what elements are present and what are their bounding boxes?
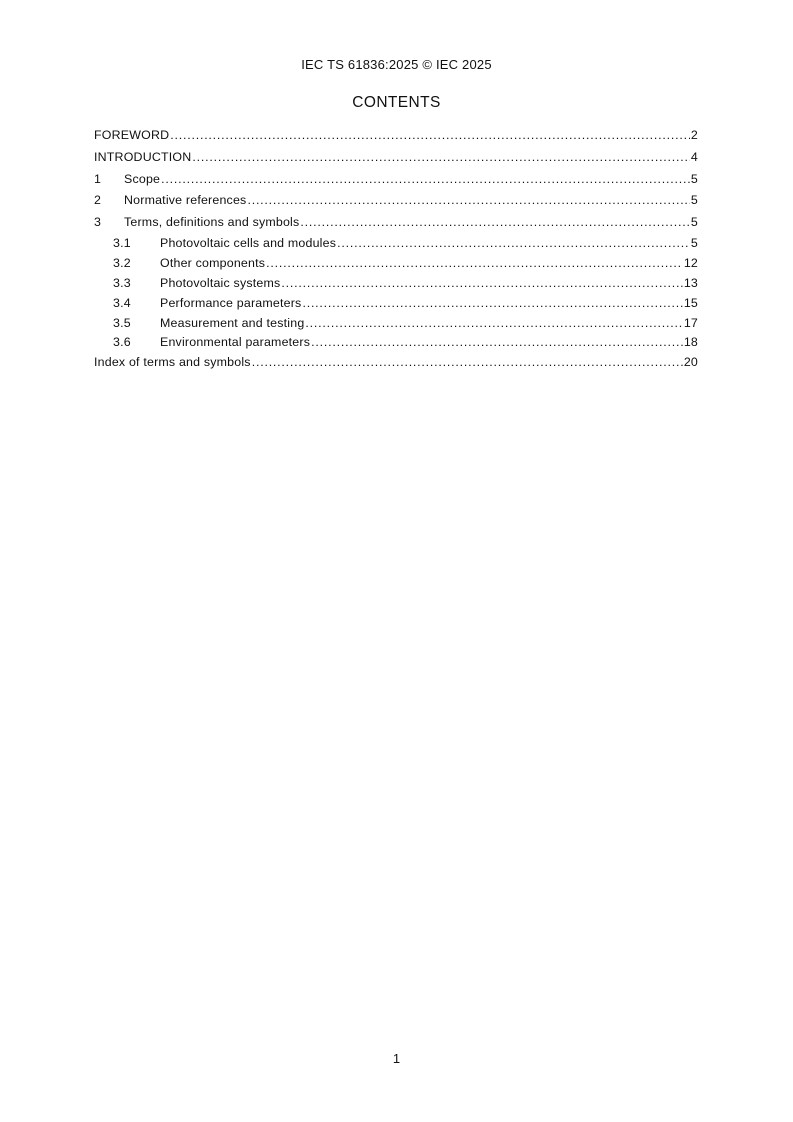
toc-leader <box>300 212 689 234</box>
toc-entry-page: 18 <box>683 335 698 350</box>
toc-entry-pv-systems[interactable] <box>94 274 698 294</box>
toc-entry-other-components[interactable] <box>94 254 698 274</box>
toc-entry-title: Index of terms and symbols <box>94 355 251 370</box>
page-header: IEC TS 61836:2025 © IEC 2025 <box>301 57 492 72</box>
toc-entry-number: 3.2 <box>113 255 131 270</box>
toc-leader <box>337 234 690 254</box>
toc-entry-performance-parameters[interactable] <box>94 294 698 314</box>
toc-leader <box>281 274 682 294</box>
toc-entry-title: Terms, definitions and symbols <box>124 215 300 230</box>
toc-entry-foreword[interactable] <box>94 125 698 147</box>
toc-leader <box>302 294 682 314</box>
contents-heading: CONTENTS <box>352 94 441 111</box>
toc-entry-page: 5 <box>690 193 698 208</box>
toc-entry-number: 3.1 <box>113 235 131 250</box>
toc-leader <box>252 353 683 373</box>
toc-entry-title: Measurement and testing <box>160 315 305 330</box>
toc-entry-number: 3.6 <box>113 335 131 350</box>
toc-entry-number: 1 <box>94 171 102 186</box>
toc-entry-page: 12 <box>683 255 698 270</box>
toc-entry-number: 3.3 <box>113 275 131 290</box>
toc-leader <box>161 169 690 191</box>
toc-entry-page: 4 <box>690 149 698 164</box>
toc-entry-page: 17 <box>683 315 698 330</box>
toc-entry-environmental-parameters[interactable] <box>94 333 698 353</box>
toc-entry-page: 2 <box>690 128 698 142</box>
toc-entry-page: 5 <box>690 215 698 230</box>
toc-entry-title: Environmental parameters <box>160 335 311 350</box>
toc-entry-page: 20 <box>683 355 698 370</box>
toc-entry-title: INTRODUCTION <box>94 149 192 164</box>
toc-leader <box>311 333 683 353</box>
page-number: 1 <box>392 1051 401 1066</box>
toc-entry-measurement-testing[interactable] <box>94 314 698 334</box>
toc-entry-title: FOREWORD <box>94 128 170 142</box>
table-of-contents <box>94 125 698 373</box>
toc-entry-number: 3 <box>94 215 102 230</box>
toc-entry-title: Normative references <box>124 193 247 208</box>
toc-entry-page: 13 <box>683 275 698 290</box>
toc-entry-page: 5 <box>690 235 698 250</box>
toc-entry-terms-definitions[interactable] <box>94 212 698 234</box>
toc-entry-number: 2 <box>94 193 102 208</box>
toc-entry-title: Photovoltaic systems <box>160 275 281 290</box>
toc-entry-normative-references[interactable] <box>94 190 698 212</box>
toc-leader <box>247 190 689 212</box>
toc-entry-cells-modules[interactable] <box>94 234 698 254</box>
toc-entry-title: Photovoltaic cells and modules <box>160 235 337 250</box>
toc-entry-title: Scope <box>124 171 161 186</box>
toc-entry-title: Performance parameters <box>160 295 302 310</box>
toc-leader <box>192 147 690 169</box>
toc-leader <box>305 314 682 334</box>
toc-entry-page: 15 <box>683 295 698 310</box>
toc-entry-scope[interactable] <box>94 169 698 191</box>
toc-entry-title: Other components <box>160 255 266 270</box>
toc-entry-page: 5 <box>690 171 698 186</box>
toc-entry-index[interactable] <box>94 353 698 373</box>
toc-entry-number: 3.4 <box>113 295 131 310</box>
toc-entry-introduction[interactable] <box>94 147 698 169</box>
toc-leader <box>170 125 690 147</box>
toc-entry-number: 3.5 <box>113 315 131 330</box>
toc-leader <box>266 254 683 274</box>
